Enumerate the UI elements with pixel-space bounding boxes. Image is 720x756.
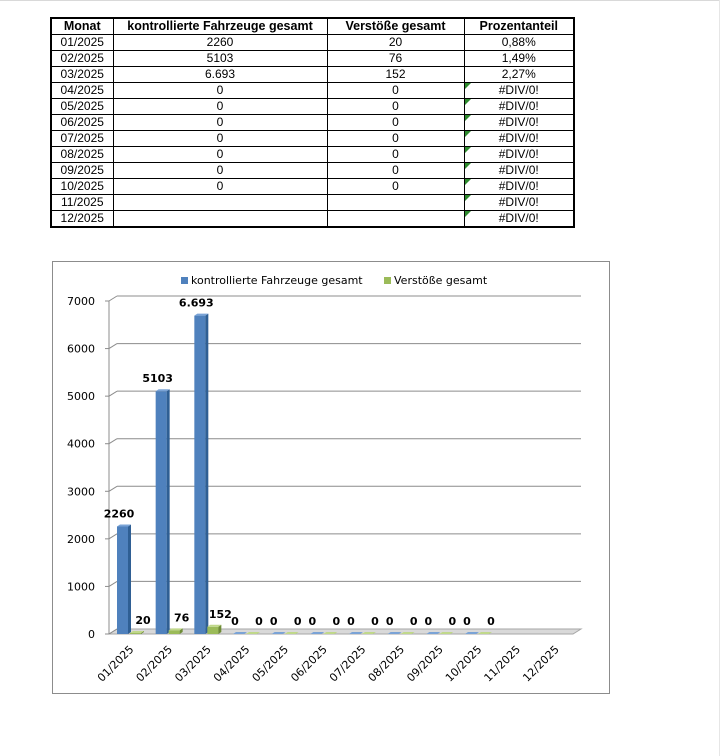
table-row <box>51 99 574 115</box>
cell-prozentanteil: #DIV/0! <box>464 163 574 179</box>
table-row <box>51 163 574 179</box>
cell-monat: 03/2025 <box>51 67 113 83</box>
data-label: 152 <box>208 607 232 621</box>
cell-kontrollierte: 0 <box>113 131 327 147</box>
cell-verstoesse: 152 <box>327 67 464 83</box>
table-row <box>51 195 574 211</box>
data-label: 0 <box>487 615 495 628</box>
cell-prozentanteil: #DIV/0! <box>464 147 574 163</box>
cell-kontrollierte: 0 <box>113 163 327 179</box>
table-row <box>51 211 574 228</box>
table-row <box>51 147 574 163</box>
data-label: 76 <box>174 611 190 625</box>
cell-monat: 08/2025 <box>51 147 113 163</box>
y-tick-label: 1000 <box>67 580 95 594</box>
bar <box>117 526 128 634</box>
data-label: 0 <box>463 615 471 628</box>
table-row <box>51 67 574 83</box>
x-tick-label: 02/2025 <box>133 642 176 685</box>
cell-prozentanteil: #DIV/0! <box>464 99 574 115</box>
cell-verstoesse: 0 <box>327 163 464 179</box>
data-label: 0 <box>332 615 341 628</box>
data-label: 0 <box>308 615 317 628</box>
gridline-depth <box>109 439 117 444</box>
x-tick-label: 05/2025 <box>249 642 292 685</box>
y-tick-label: 2000 <box>67 532 95 546</box>
y-tick-label: 5000 <box>67 390 95 404</box>
cell-prozentanteil: 0,88% <box>464 35 574 51</box>
data-label: 0 <box>293 615 302 628</box>
data-label: 20 <box>135 614 151 628</box>
bar-chart <box>53 262 609 693</box>
legend-label: Verstöße gesamt <box>394 274 488 287</box>
cell-monat: 12/2025 <box>51 211 113 228</box>
legend-label: kontrollierte Fahrzeuge gesamt <box>191 274 363 287</box>
cell-kontrollierte: 0 <box>113 83 327 99</box>
x-tick-label: 04/2025 <box>210 642 253 685</box>
cell-verstoesse <box>327 195 464 211</box>
bar <box>169 630 180 634</box>
y-tick-label: 4000 <box>67 437 95 451</box>
gridline-depth <box>109 344 117 349</box>
y-tick-label: 6000 <box>67 342 95 356</box>
cell-monat: 05/2025 <box>51 99 113 115</box>
data-table <box>50 17 575 228</box>
data-label: 2260 <box>103 507 135 521</box>
cell-kontrollierte: 0 <box>113 147 327 163</box>
x-tick-label: 10/2025 <box>442 642 485 685</box>
x-tick-label: 01/2025 <box>94 642 137 685</box>
x-tick-label: 03/2025 <box>172 642 214 685</box>
y-tick-label: 7000 <box>67 295 95 308</box>
cell-kontrollierte <box>113 211 327 228</box>
cell-monat: 10/2025 <box>51 179 113 195</box>
data-label: 6.693 <box>178 296 214 310</box>
legend-swatch <box>384 277 391 284</box>
cell-monat: 11/2025 <box>51 195 113 211</box>
cell-kontrollierte: 0 <box>113 99 327 115</box>
data-label: 0 <box>269 615 278 628</box>
cell-verstoesse: 0 <box>327 179 464 195</box>
cell-verstoesse: 0 <box>327 147 464 163</box>
data-label: 0 <box>385 615 394 628</box>
bar-side <box>167 389 170 634</box>
y-tick-label: 3000 <box>67 485 95 499</box>
cell-monat: 06/2025 <box>51 115 113 131</box>
bar <box>194 316 205 634</box>
cell-prozentanteil: #DIV/0! <box>464 83 574 99</box>
cell-monat: 01/2025 <box>51 35 113 51</box>
cell-prozentanteil: #DIV/0! <box>464 115 574 131</box>
x-tick-label: 07/2025 <box>326 642 369 685</box>
data-label: 0 <box>424 615 433 628</box>
table-row <box>51 131 574 147</box>
cell-kontrollierte <box>113 195 327 211</box>
bar-side <box>205 314 208 634</box>
data-label: 5103 <box>142 372 173 386</box>
x-tick-label: 12/2025 <box>520 642 562 685</box>
cell-verstoesse: 20 <box>327 35 464 51</box>
table-row <box>51 83 574 99</box>
table-row <box>51 51 574 67</box>
table-row <box>51 179 574 195</box>
gridline-depth <box>109 581 117 586</box>
cell-verstoesse: 0 <box>327 83 464 99</box>
bar <box>207 627 218 634</box>
data-label: 0 <box>371 615 379 628</box>
table-row <box>51 115 574 131</box>
bar-side <box>128 524 131 634</box>
cell-verstoesse: 0 <box>327 99 464 115</box>
x-tick-label: 06/2025 <box>288 642 330 685</box>
data-label: 0 <box>347 615 355 628</box>
gridline-depth <box>109 534 117 539</box>
header-kontrollierte-fahrzeuge: kontrollierte Fahrzeuge gesamt <box>113 18 327 35</box>
table-header-row <box>51 18 574 35</box>
cell-verstoesse: 0 <box>327 115 464 131</box>
data-label: 0 <box>255 615 263 628</box>
cell-prozentanteil: 2,27% <box>464 67 574 83</box>
x-tick-label: 11/2025 <box>481 642 524 685</box>
header-monat: Monat <box>51 18 113 35</box>
cell-prozentanteil: #DIV/0! <box>464 211 574 228</box>
data-label: 0 <box>231 615 239 628</box>
x-tick-label: 09/2025 <box>404 642 446 685</box>
cell-monat: 07/2025 <box>51 131 113 147</box>
gridline-depth <box>109 391 117 396</box>
data-label: 0 <box>409 615 418 628</box>
cell-kontrollierte: 0 <box>113 179 327 195</box>
cell-verstoesse <box>327 211 464 228</box>
table-row <box>51 35 574 51</box>
gridline-depth <box>109 296 117 301</box>
cell-kontrollierte: 0 <box>113 115 327 131</box>
header-verstoesse: Verstöße gesamt <box>327 18 464 35</box>
cell-prozentanteil: #DIV/0! <box>464 179 574 195</box>
cell-monat: 02/2025 <box>51 51 113 67</box>
cell-kontrollierte: 5103 <box>113 51 327 67</box>
chart-area <box>52 261 610 694</box>
header-prozentanteil: Prozentanteil <box>464 18 574 35</box>
cell-kontrollierte: 2260 <box>113 35 327 51</box>
data-label: 0 <box>448 615 457 628</box>
cell-monat: 04/2025 <box>51 83 113 99</box>
gridline-depth <box>109 486 117 491</box>
bar <box>130 633 141 634</box>
cell-verstoesse: 76 <box>327 51 464 67</box>
cell-kontrollierte: 6.693 <box>113 67 327 83</box>
cell-prozentanteil: #DIV/0! <box>464 131 574 147</box>
cell-prozentanteil: 1,49% <box>464 51 574 67</box>
bar <box>156 391 167 634</box>
cell-monat: 09/2025 <box>51 163 113 179</box>
cell-prozentanteil: #DIV/0! <box>464 195 574 211</box>
cell-verstoesse: 0 <box>327 131 464 147</box>
x-tick-label: 08/2025 <box>365 642 408 685</box>
y-tick-label: 0 <box>88 628 95 641</box>
legend-swatch <box>181 277 188 284</box>
